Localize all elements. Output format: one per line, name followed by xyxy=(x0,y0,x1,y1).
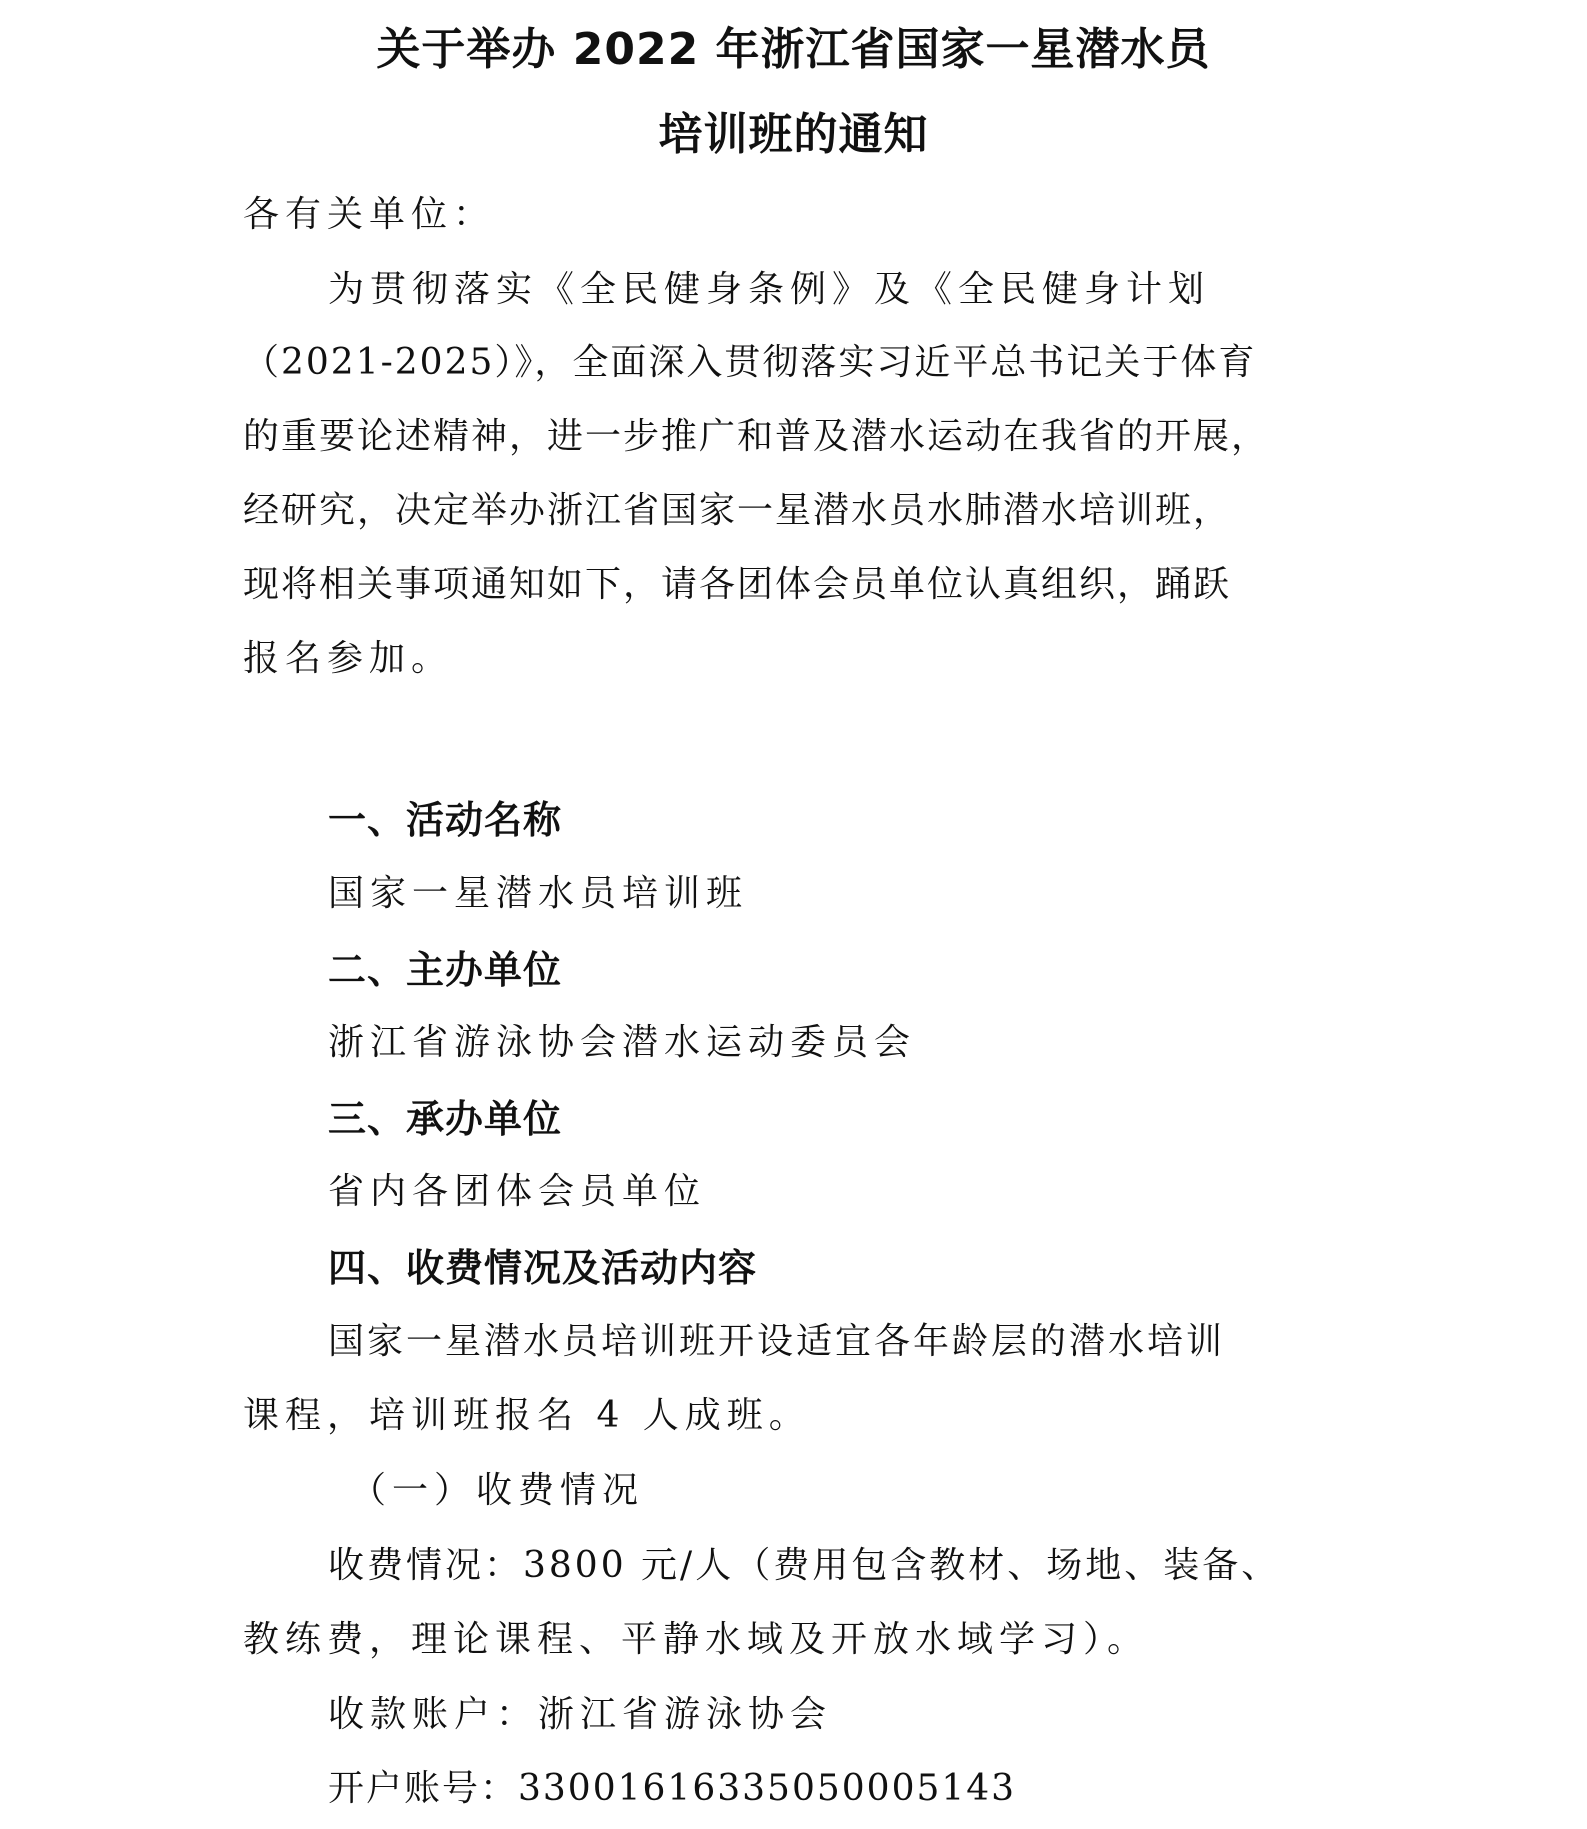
fee-line-2: 教练费，理论课程、平静水域及开放水域学习）。 xyxy=(243,1619,1150,1660)
intro-line-5: 现将相关事项通知如下，请各团体会员单位认真组织，踊跃 xyxy=(243,564,1232,605)
section-3-heading: 三、承办单位 xyxy=(328,1097,563,1141)
intro-line-4: 经研究，决定举办浙江省国家一星潜水员水肺潜水培训班， xyxy=(243,490,1232,531)
section-2-content: 浙江省游泳协会潜水运动委员会 xyxy=(328,1022,917,1063)
section-4-heading: 四、收费情况及活动内容 xyxy=(328,1246,758,1290)
document-title-line-2: 培训班的通知 xyxy=(658,109,929,160)
section-4-paragraph-line-2: 课程，培训班报名 4 人成班。 xyxy=(243,1395,811,1436)
intro-line-2: （2021-2025）》，全面深入贯彻落实习近平总书记关于体育 xyxy=(243,342,1257,383)
account-number-line: 开户账号：33001616335050005143 xyxy=(328,1768,1017,1809)
intro-line-1: 为贯彻落实《全民健身条例》及《全民健身计划 xyxy=(328,269,1211,310)
intro-line-6: 报名参加。 xyxy=(243,638,454,679)
document-title-line-1: 关于举办 2022 年浙江省国家一星潜水员 xyxy=(376,24,1211,75)
intro-line-3: 的重要论述精神，进一步推广和普及潜水运动在我省的开展， xyxy=(243,416,1270,457)
account-name-line: 收款账户：浙江省游泳协会 xyxy=(328,1694,833,1735)
section-2-heading: 二、主办单位 xyxy=(328,948,563,992)
section-1-content: 国家一星潜水员培训班 xyxy=(328,873,749,914)
section-3-content: 省内各团体会员单位 xyxy=(328,1171,707,1212)
fee-sub-heading: （一）收费情况 xyxy=(350,1470,645,1511)
section-1-heading: 一、活动名称 xyxy=(328,798,563,842)
salutation: 各有关单位： xyxy=(243,194,496,235)
section-4-paragraph-line-1: 国家一星潜水员培训班开设适宜各年龄层的潜水培训 xyxy=(328,1321,1226,1362)
fee-line-1: 收费情况：3800 元/人（费用包含教材、场地、装备、 xyxy=(328,1545,1281,1586)
